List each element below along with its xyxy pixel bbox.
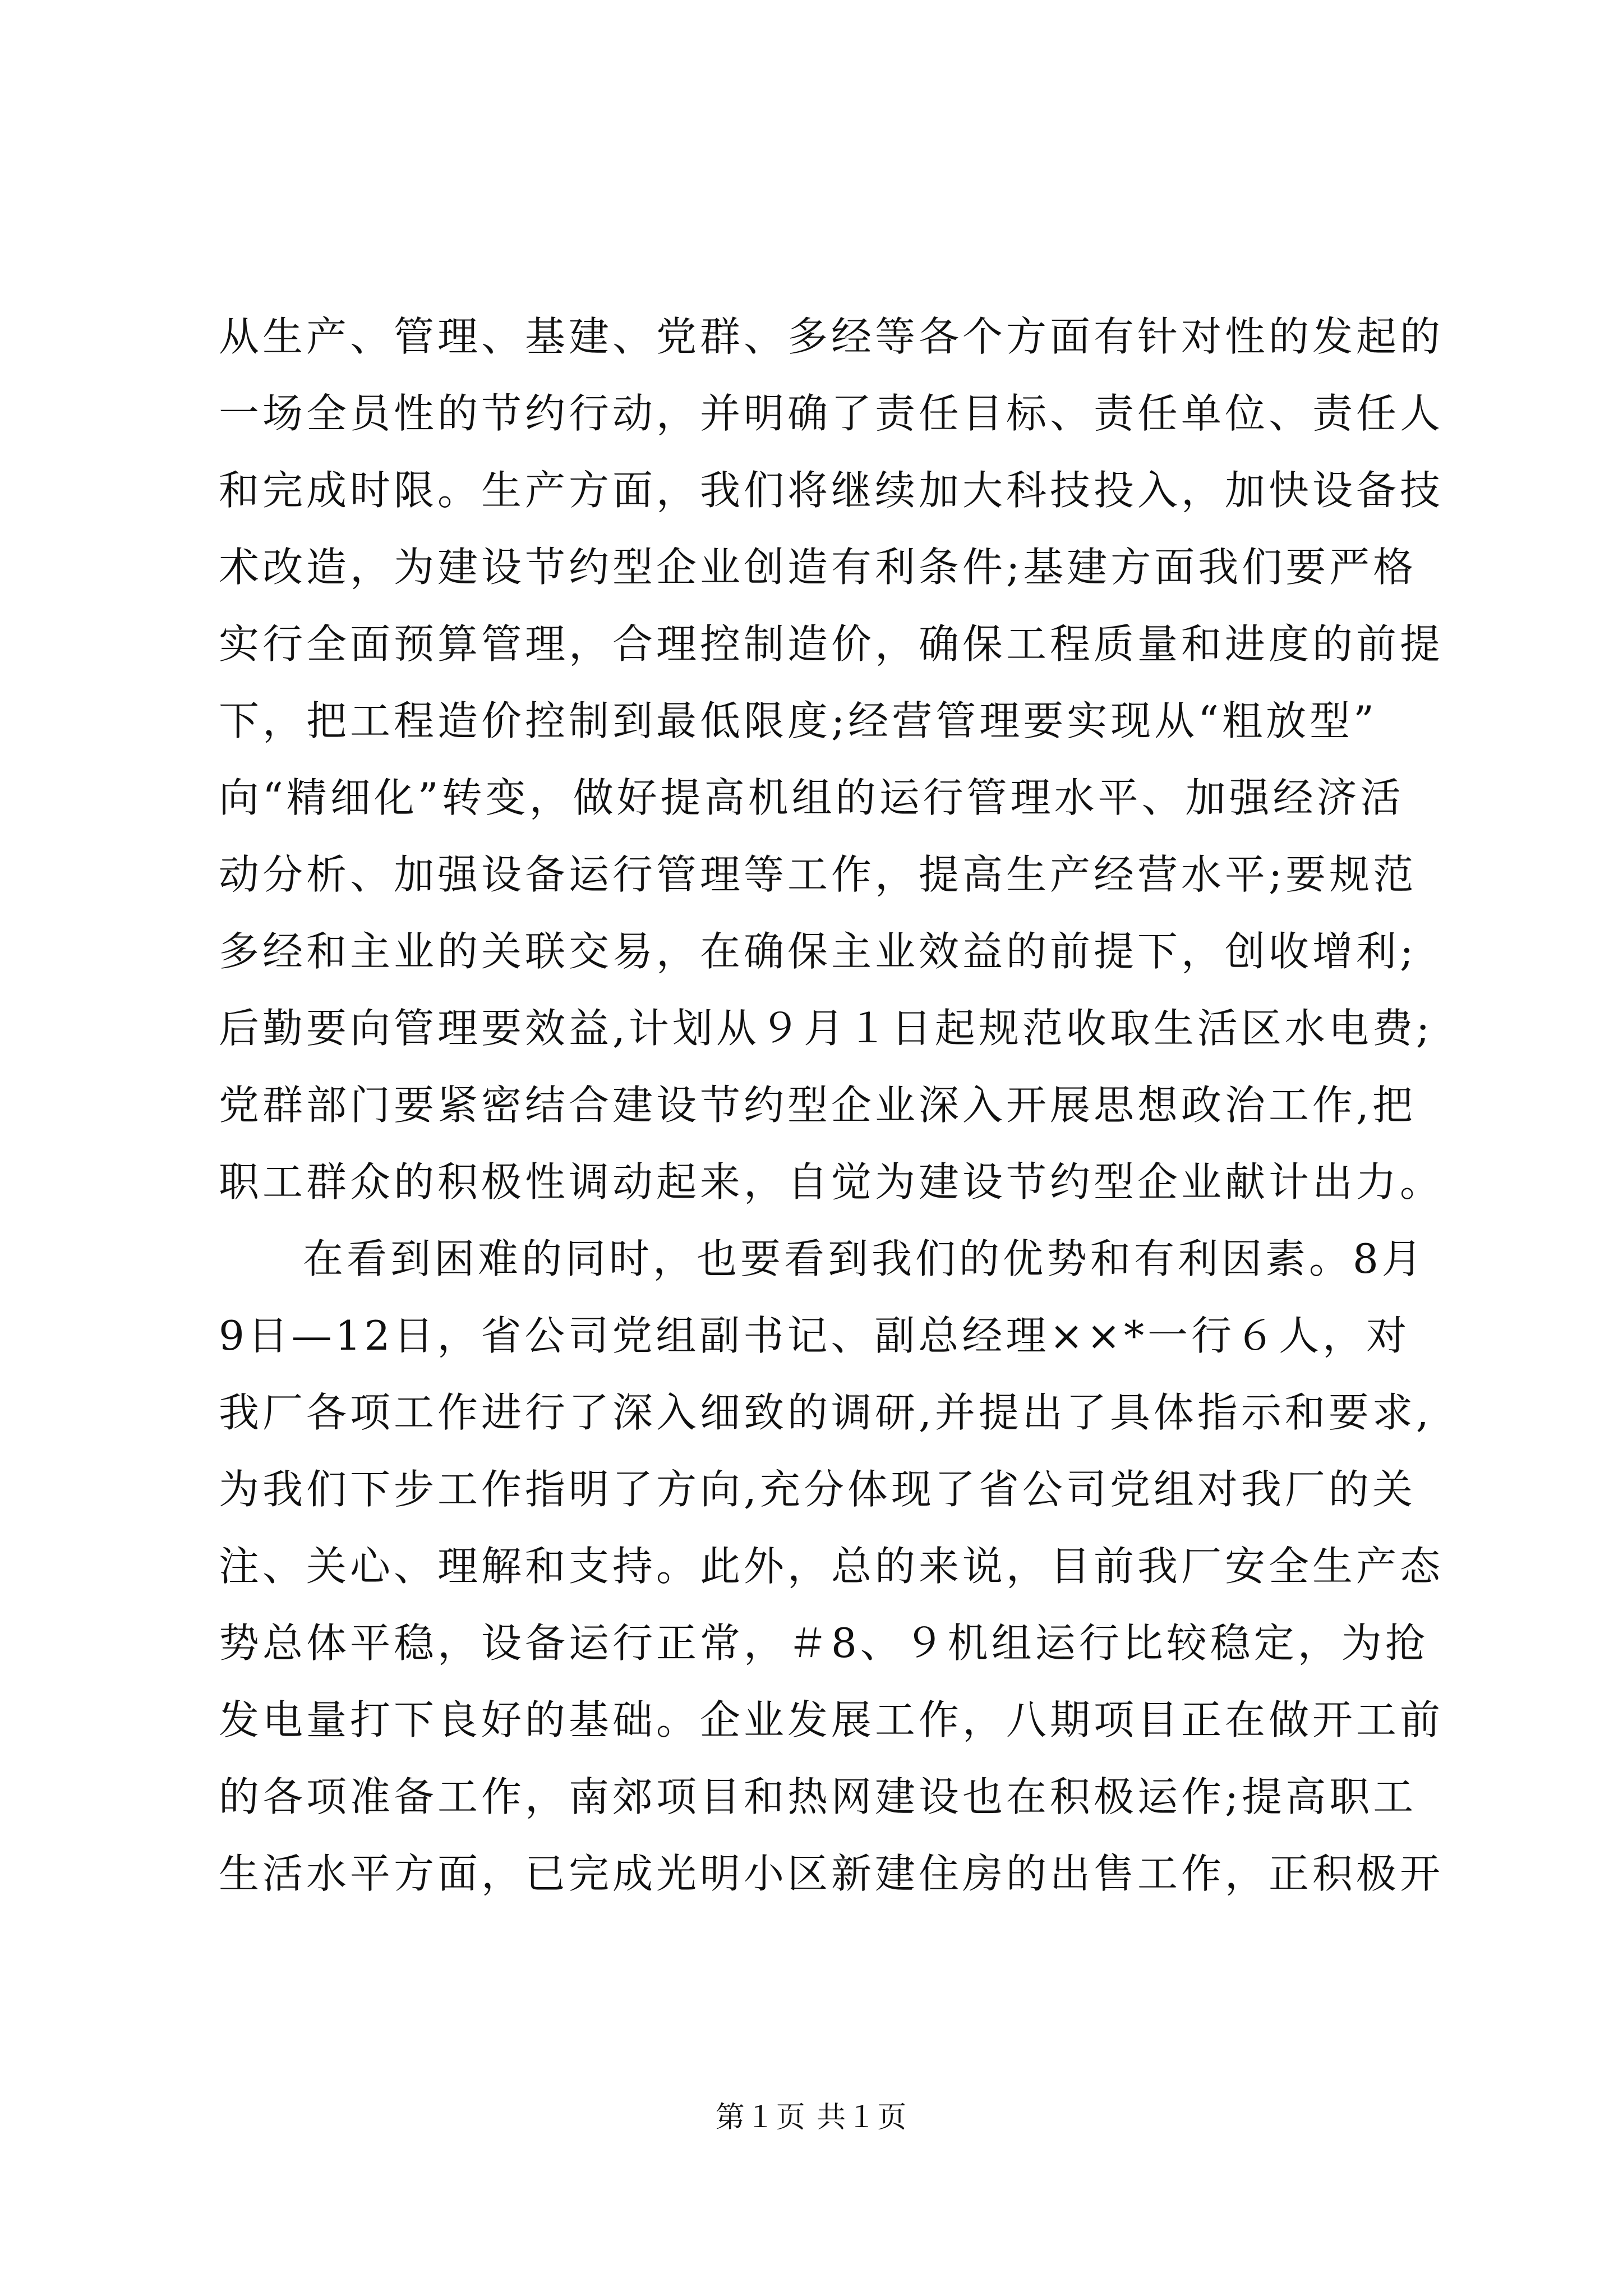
text-line: 和完成时限。生产方面，我们将继续加大科技投入，加快设备技 (219, 467, 1444, 514)
text-line: 势总体平稳，设备运行正常，＃8、９机组运行比较稳定，为抢 (219, 1619, 1429, 1667)
text-line: 实行全面预算管理，合理控制造价，确保工程质量和进度的前提 (219, 620, 1444, 668)
text-line: 注、关心、理解和支持。此外，总的来说，目前我厂安全生产态 (219, 1543, 1444, 1590)
text-line: 下，把工程造价控制到最低限度;经营管理要实现从“粗放型” (219, 697, 1377, 744)
text-line: 我厂各项工作进行了深入细致的调研,并提出了具体指示和要求, (219, 1389, 1432, 1436)
text-line: 术改造，为建设节约型企业创造有利条件;基建方面我们要严格 (219, 544, 1417, 591)
text-line: 一场全员性的节约行动，并明确了责任目标、责任单位、责任人 (219, 390, 1444, 437)
text-line: 生活水平方面，已完成光明小区新建住房的出售工作，正积极开 (219, 1850, 1444, 1897)
text-line: 9日—12日，省公司党组副书记、副总经理××*一行６人，对 (219, 1312, 1410, 1359)
text-line: 从生产、管理、基建、党群、多经等各个方面有针对性的发起的 (219, 313, 1444, 360)
text-line: 多经和主业的关联交易，在确保主业效益的前提下，创收增利; (219, 928, 1417, 975)
text-line: 动分析、加强设备运行管理等工作，提高生产经营水平;要规范 (219, 851, 1417, 898)
text-line: 后勤要向管理要效益,计划从９月１日起规范收取生活区水电费; (219, 1005, 1433, 1052)
text-line: 发电量打下良好的基础。企业发展工作，八期项目正在做开工前 (219, 1696, 1444, 1743)
text-line: 职工群众的积极性调动起来，自觉为建设节约型企业献计出力。 (219, 1158, 1444, 1205)
text-line: 为我们下步工作指明了方向,充分体现了省公司党组对我厂的关 (219, 1466, 1416, 1513)
text-line: 的各项准备工作，南郊项目和热网建设也在积极运作;提高职工 (219, 1773, 1417, 1820)
paragraph-first-line: 在看到困难的同时，也要看到我们的优势和有利因素。8月 (303, 1235, 1426, 1282)
page-footer: 第１页 共１页 (715, 2101, 908, 2134)
text-line: 党群部门要紧密结合建设节约型企业深入开展思想政治工作,把 (219, 1082, 1416, 1129)
text-line: 向“精细化”转变，做好提高机组的运行管理水平、加强经济活 (219, 774, 1404, 821)
